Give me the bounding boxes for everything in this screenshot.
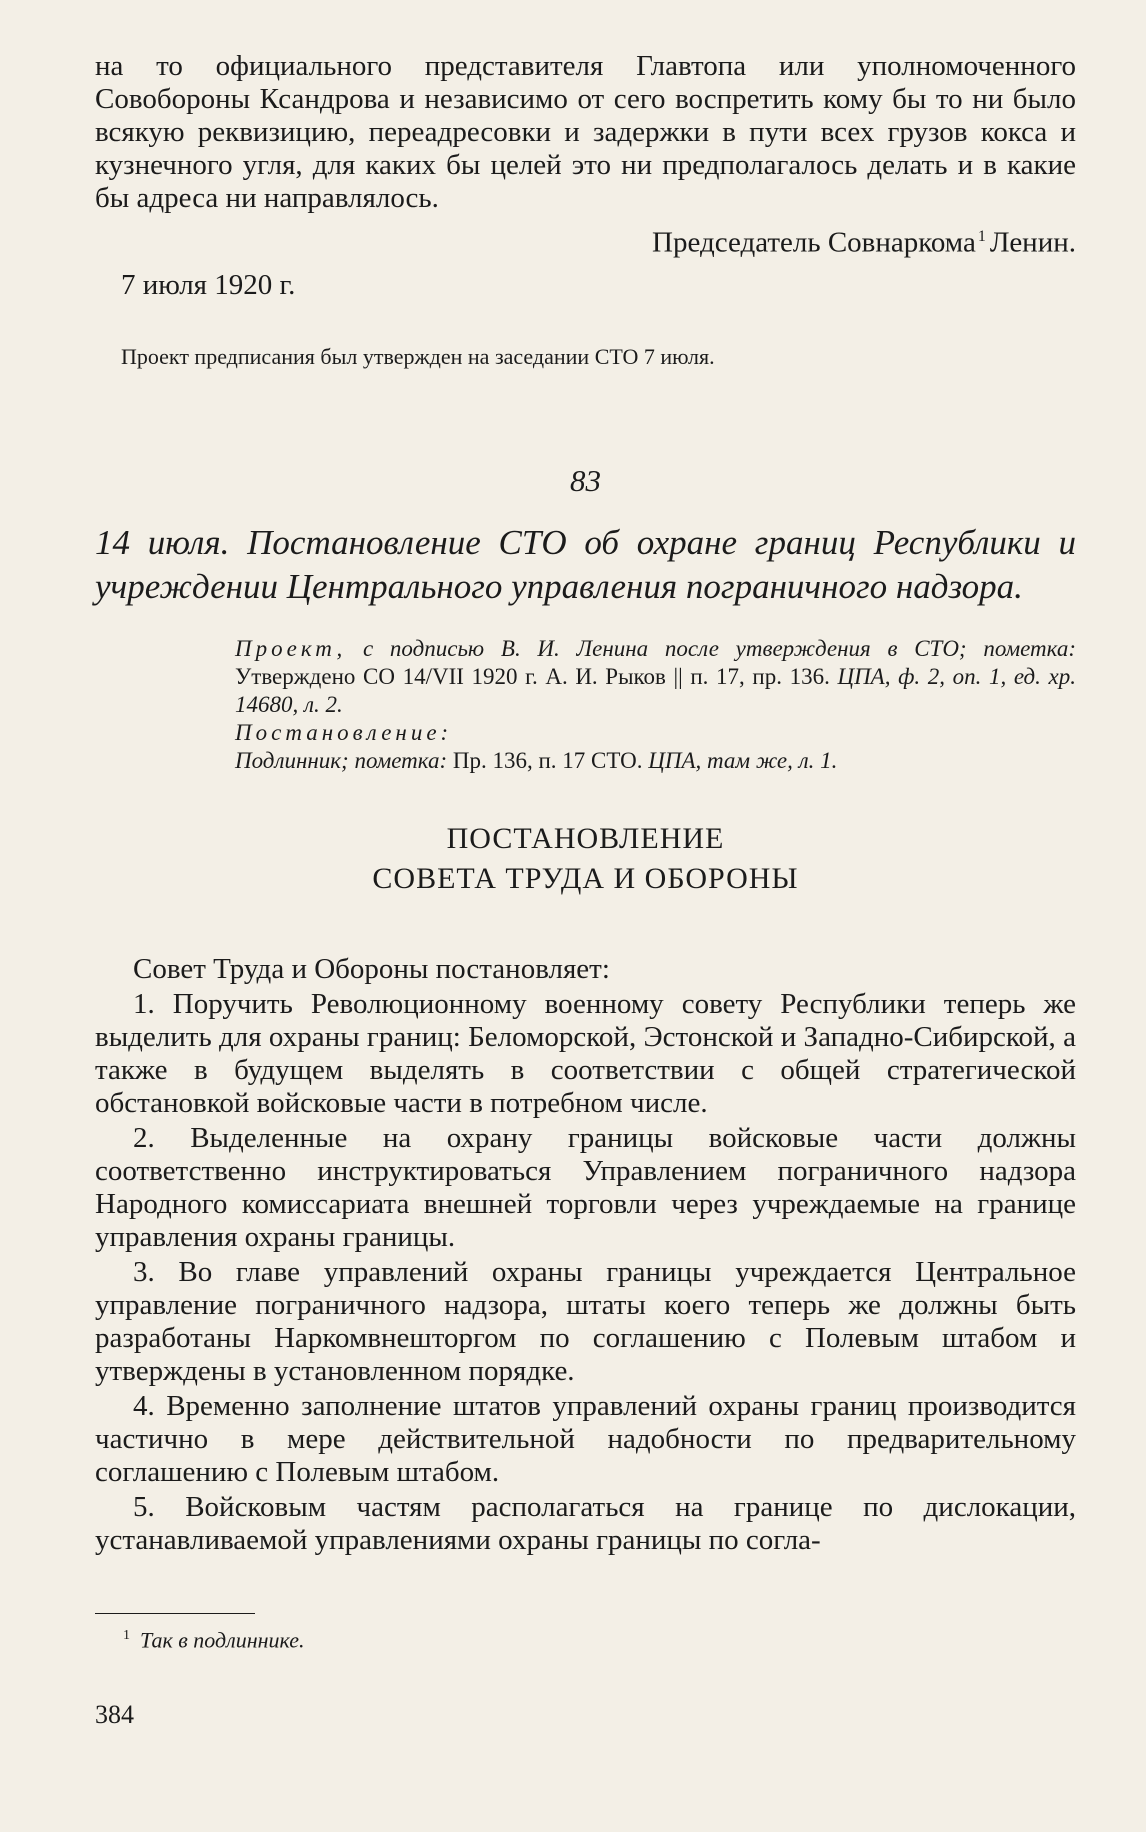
page-number: 384 (95, 1700, 134, 1729)
document-title: 14 июля. Постановление СТО об охране границ Республики и учреждении Центрального управления пограничного надзора. (95, 522, 1076, 606)
source-resolution-label: Постановление: (235, 719, 453, 745)
source-original-archive: ЦПА, там же, л. 1. (648, 747, 838, 773)
document-date: 7 июля 1920 г. (121, 268, 296, 301)
source-project-label: Проект, (235, 635, 347, 661)
footnote-text: Так в подлиннике. (140, 1626, 305, 1652)
source-project-archive: ЦПА, ф. 2, оп. 1, ед. хр. 14680, л. 2. (235, 663, 1076, 717)
source-project-mark: Утверждено СО 14/VII 1920 г. А. И. Рыков || п. 17, пр. 136. (235, 663, 830, 689)
signature-prefix: Председатель Совнаркома (652, 226, 976, 259)
footnote-divider (95, 1613, 255, 1614)
heading-line-2: СОВЕТА ТРУДА И ОБОРОНЫ (372, 861, 799, 895)
resolution-paragraph: 5. Войсковым частям располагаться на границе по дислокации, устанавливаемой управлениями охраны границы по согла- (95, 1490, 1076, 1556)
resolution-body (95, 953, 1076, 1557)
signature-line (95, 219, 1076, 261)
signature-name: Ленин. (989, 226, 1076, 259)
source-description (95, 635, 1076, 775)
resolution-paragraph: 3. Во главе управлений охраны границы учреждается Центральное управление пограничного надзора, штаты коего теперь же должны быть разработаны Наркомвнешторгом по соглашению с Полевым штабом и утверждены в установленном порядке. (95, 1255, 1076, 1387)
resolution-paragraph: 2. Выделенные на охрану границы войсковые части должны соответственно инструктироваться Управлением пограничного надзора Народного комиссариата внешней торговли через учреждаемые на границе управления охраны границы. (95, 1121, 1076, 1253)
source-project-line (235, 635, 1076, 719)
top-paragraph: на то официального представителя Главтопа или уполномоченного Совобороны Ксандрова и независимо от сего воспретить кому бы то ни было всякую реквизицию, переадресовки и задержки в пути всех грузов кокса и кузнечного угля, для каких бы целей это ни предполагалось делать и в какие бы адреса ни направлялось. (95, 50, 1076, 214)
source-original-label: Подлинник; пометка: (235, 747, 448, 773)
approval-note: Проект предписания был утвержден на заседании СТО 7 июля. (121, 343, 715, 369)
source-project-text: с подписью В. И. Ленина после утверждения в СТО; пометка: (362, 635, 1076, 661)
footnote (123, 1622, 1076, 1654)
footnote-reference: 1 (977, 228, 986, 245)
resolution-paragraph: 4. Временно заполнение штатов управлений охраны границ производится частично в мере действительной надобности по предварительному соглашению с Полевым штабом. (95, 1389, 1076, 1488)
footnote-mark: 1 (123, 1627, 130, 1643)
heading-line-1: ПОСТАНОВЛЕНИЕ (446, 821, 725, 855)
document-number: 83 (570, 462, 601, 498)
resolution-paragraph: 1. Поручить Революционному военному совету Республики теперь же выделить для охраны границ: Беломорской, Эстонской и Западно-Сибирской, а также в будущем выделять в соответствии с общей стратегической обстановкой войсковые части в потребном числе. (95, 987, 1076, 1119)
resolution-paragraph: Совет Труда и Обороны постановляет: (133, 952, 610, 985)
resolution-heading (95, 819, 1076, 899)
source-original-mark: Пр. 136, п. 17 СТО. (452, 747, 643, 773)
source-original-line (235, 747, 1076, 775)
